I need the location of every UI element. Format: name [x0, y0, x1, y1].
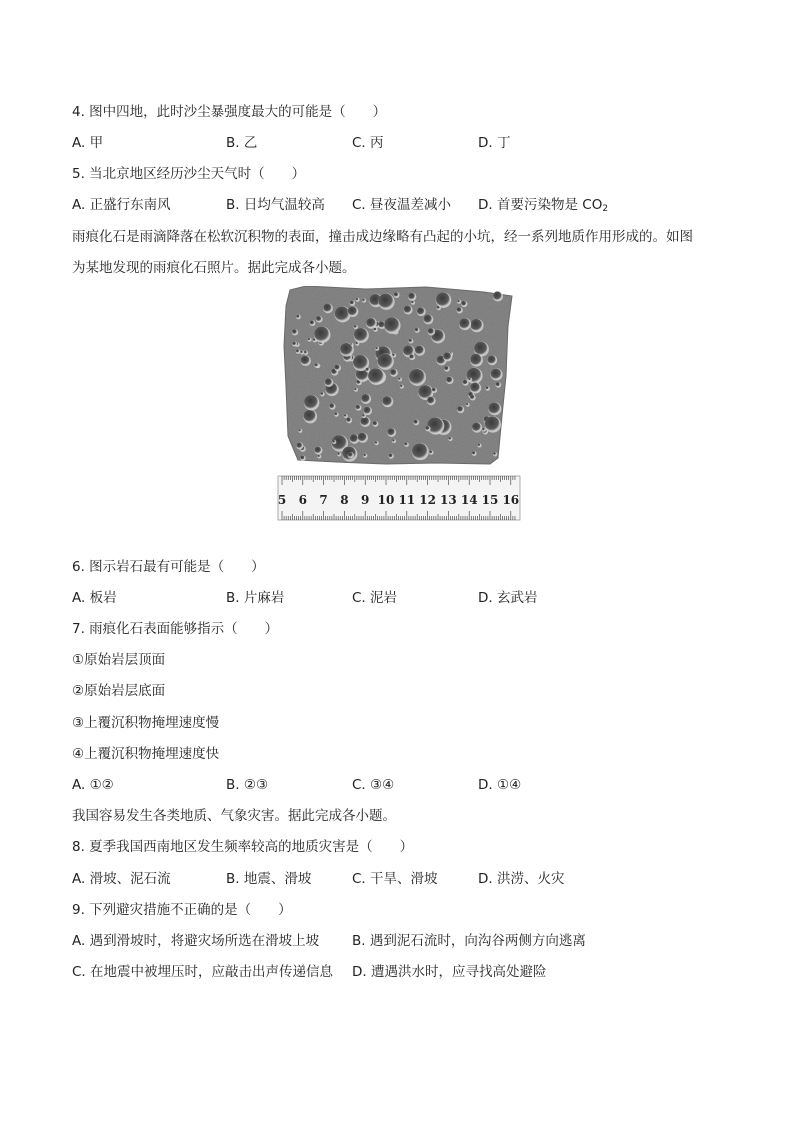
- rain-pit: [364, 454, 366, 456]
- rain-pit: [478, 444, 480, 446]
- q7-item-2: ②原始岩层底面: [72, 683, 166, 699]
- q5-option-b: B. 日均气温较高: [226, 197, 325, 213]
- rain-pit: [335, 306, 349, 320]
- q6-option-c: C. 泥岩: [352, 590, 398, 606]
- rain-pit: [356, 342, 358, 344]
- ruler-number: 7: [319, 493, 328, 507]
- rain-pit: [457, 307, 462, 312]
- q5-option-a: A. 正盛行东南风: [72, 197, 171, 213]
- rain-pit: [377, 353, 392, 368]
- rain-pit: [424, 315, 432, 323]
- rain-pit: [361, 394, 370, 403]
- rain-pit: [472, 451, 475, 454]
- rain-pit: [400, 385, 402, 387]
- q8-option-b: B. 地震、滑坡: [226, 871, 312, 887]
- ruler: [278, 476, 520, 520]
- rain-pit: [315, 363, 318, 366]
- q9-option-d: D. 遭遇洪水时，应寻找高处避险: [352, 964, 547, 980]
- rain-pit: [414, 420, 418, 424]
- ruler-number: 8: [340, 493, 349, 507]
- rain-pit: [314, 327, 329, 342]
- rain-pit: [392, 354, 394, 356]
- ruler-number: 13: [440, 493, 457, 507]
- rain-pit: [436, 293, 450, 307]
- q9-option-b: B. 遇到泥石流时，向沟谷两侧方向逃离: [352, 933, 586, 949]
- rain-pit: [417, 307, 424, 314]
- ruler-number: 12: [419, 493, 436, 507]
- rain-pit: [329, 404, 334, 409]
- rain-pit: [317, 455, 319, 457]
- rain-print-fossil-figure: [276, 286, 521, 522]
- rain-pit: [398, 378, 400, 380]
- rain-pit: [325, 378, 332, 385]
- rain-pit: [313, 339, 315, 341]
- rain-pit: [448, 437, 451, 440]
- rain-pit: [427, 417, 443, 433]
- rain-pit: [304, 410, 316, 422]
- rain-pit: [389, 454, 393, 458]
- q6-option-a: A. 板岩: [72, 590, 117, 606]
- rain-pit: [348, 452, 353, 457]
- rain-pit: [304, 395, 318, 409]
- rain-pit: [409, 354, 413, 358]
- rain-pit: [486, 387, 489, 390]
- q7-item-1: ①原始岩层顶面: [72, 652, 166, 668]
- rain-pit: [428, 328, 434, 334]
- rain-pit: [474, 342, 487, 355]
- rain-pit: [378, 294, 393, 309]
- rain-pit: [300, 351, 302, 353]
- rain-pit: [415, 328, 418, 331]
- rain-pit: [364, 407, 371, 414]
- rain-pit: [296, 350, 299, 353]
- rain-pit: [346, 418, 350, 422]
- rain-pit: [298, 429, 300, 431]
- q7-option-d: D. ①④: [478, 777, 522, 793]
- rain-pit: [384, 317, 399, 332]
- q4-option-a: A. 甲: [72, 135, 104, 151]
- rain-pit: [360, 417, 369, 426]
- q4-option-d: D. 丁: [478, 135, 511, 151]
- rain-pit: [300, 456, 304, 460]
- rain-pit: [461, 301, 466, 306]
- fossil-photo: [276, 286, 521, 522]
- rain-pit: [429, 451, 432, 454]
- rain-pit: [412, 443, 427, 458]
- q6-option-b: B. 片麻岩: [226, 590, 285, 606]
- rain-pit: [308, 338, 310, 340]
- rain-pit: [489, 403, 500, 414]
- rain-pit: [408, 293, 415, 300]
- q8-option-d: D. 洪涝、火灾: [478, 871, 565, 887]
- rain-pit: [444, 366, 448, 370]
- q7-item-4: ④上覆沉积物掩埋速度快: [72, 746, 220, 762]
- rain-pit: [354, 325, 357, 328]
- rain-pit: [482, 428, 485, 431]
- rain-pit: [354, 388, 356, 390]
- q8-stem: 8. 夏季我国西南地区发生频率较高的地质灾害是（ ）: [72, 839, 414, 855]
- rain-pit: [470, 395, 474, 399]
- q7-item-3: ③上覆沉积物掩埋速度慢: [72, 715, 220, 731]
- q4-stem: 4. 图中四地，此时沙尘暴强度最大的可能是（ ）: [72, 104, 387, 120]
- q7-option-c: C. ③④: [352, 777, 395, 793]
- rain-pit: [373, 421, 377, 425]
- ruler-number: 5: [277, 493, 287, 507]
- rain-pit: [446, 377, 452, 383]
- rain-pit: [470, 383, 480, 393]
- rain-pit: [366, 318, 375, 327]
- rain-pit: [487, 356, 495, 364]
- rain-pit: [340, 343, 352, 355]
- q9-option-c: C. 在地震中被埋压时，应敲击出声传递信息: [72, 964, 334, 980]
- q4-option-c: C. 丙: [352, 135, 384, 151]
- q5-option-c: C. 昼夜温差减小: [352, 197, 452, 213]
- q5-option-d-text: D. 首要污染物是 CO: [478, 197, 603, 213]
- q7-stem: 7. 雨痕化石表面能够指示（ ）: [72, 621, 279, 637]
- rain-pit: [425, 426, 429, 430]
- rain-pit: [375, 347, 377, 349]
- rain-pit: [470, 354, 481, 365]
- rain-pit: [382, 396, 392, 406]
- ruler-number: 6: [298, 493, 307, 507]
- ruler-number: 10: [377, 493, 395, 507]
- rain-pit: [457, 300, 459, 302]
- rain-pit: [432, 388, 436, 392]
- rain-pit: [374, 328, 377, 331]
- rain-pit: [394, 292, 398, 296]
- q6-stem: 6. 图示岩石最有可能是（ ）: [72, 559, 265, 575]
- q9-option-a: A. 遇到滑坡时，将避灾场所选在滑坡上坡: [72, 933, 320, 949]
- rain-pit: [334, 413, 337, 416]
- q4-option-b: B. 乙: [226, 135, 258, 151]
- rain-pit: [350, 434, 358, 442]
- rain-pit: [301, 356, 310, 365]
- rain-pit: [375, 441, 378, 444]
- rain-pit: [356, 298, 358, 300]
- rain-pit: [415, 346, 424, 355]
- rain-pit: [378, 321, 384, 327]
- rain-pit: [493, 291, 502, 300]
- rain-pit: [293, 342, 296, 345]
- rain-pit: [368, 368, 383, 383]
- rain-pit: [466, 403, 468, 405]
- rain-pit: [353, 355, 368, 370]
- rain-pit: [463, 380, 467, 384]
- ruler-number: 16: [502, 493, 520, 507]
- rain-pit: [350, 301, 354, 305]
- rain-pit: [348, 306, 357, 315]
- rain-pit: [470, 319, 482, 331]
- rain-pit: [443, 352, 451, 360]
- rain-pit: [310, 320, 314, 324]
- q9-stem: 9. 下列避灾措施不正确的是（ ）: [72, 902, 292, 918]
- rain-pit: [485, 416, 500, 431]
- passage1-line2: 为某地发现的雨痕化石照片。据此完成各小题。: [72, 260, 356, 276]
- rain-pit: [358, 433, 367, 442]
- rain-pit: [315, 447, 322, 454]
- rain-pit: [362, 414, 365, 417]
- q8-option-a: A. 滑坡、泥石流: [72, 871, 171, 887]
- q6-option-d: D. 玄武岩: [478, 590, 538, 606]
- rain-pit: [292, 329, 297, 334]
- rain-pit: [459, 318, 470, 329]
- rain-pit: [387, 428, 394, 435]
- rain-pit: [409, 369, 425, 385]
- rain-pit: [304, 351, 307, 354]
- rain-pit: [411, 301, 413, 303]
- ruler-number: 11: [398, 493, 416, 507]
- rain-pit: [362, 299, 364, 301]
- rain-pit: [427, 397, 434, 404]
- rain-pit: [404, 306, 411, 313]
- rain-pit: [496, 382, 500, 386]
- ruler-number: 14: [460, 493, 478, 507]
- rain-pit: [392, 439, 394, 441]
- passage1-line1: 雨痕化石是雨滴降落在松软沉积物的表面，撞击成边缘略有凸起的小坑，经一系列地质作用形成的。如图: [72, 229, 693, 245]
- rain-pit: [409, 339, 412, 342]
- q8-option-c: C. 干旱、滑坡: [352, 871, 438, 887]
- rain-pit: [297, 443, 303, 449]
- rain-pit: [472, 423, 481, 432]
- rain-pit: [323, 304, 331, 312]
- rain-pit: [334, 365, 339, 370]
- rain-pit: [491, 369, 502, 380]
- q5-stem: 5. 当北京地区经历沙尘天气时（ ）: [72, 166, 306, 182]
- rain-pit: [468, 378, 470, 380]
- rain-pit: [316, 316, 321, 321]
- rain-pit: [320, 392, 323, 395]
- rain-pit: [457, 406, 463, 412]
- passage2-line1: 我国容易发生各类地质、气象灾害。据此完成各小题。: [72, 808, 396, 824]
- q7-option-b: B. ②③: [226, 777, 269, 793]
- ruler-number: 9: [361, 493, 370, 507]
- rain-pit: [405, 443, 408, 446]
- ruler-number: 15: [481, 493, 499, 507]
- rain-pit: [344, 414, 346, 416]
- co2-subscript: 2: [602, 204, 609, 214]
- q5-option-d: [478, 196, 608, 218]
- rain-pit: [296, 315, 299, 318]
- rain-pit: [354, 328, 367, 341]
- rain-pit: [493, 452, 496, 455]
- rain-pit: [337, 453, 339, 455]
- rain-pit: [390, 369, 396, 375]
- q7-option-a: A. ①②: [72, 777, 114, 793]
- rain-pit: [366, 368, 369, 371]
- rain-pit: [332, 440, 335, 443]
- rain-pit: [356, 405, 360, 409]
